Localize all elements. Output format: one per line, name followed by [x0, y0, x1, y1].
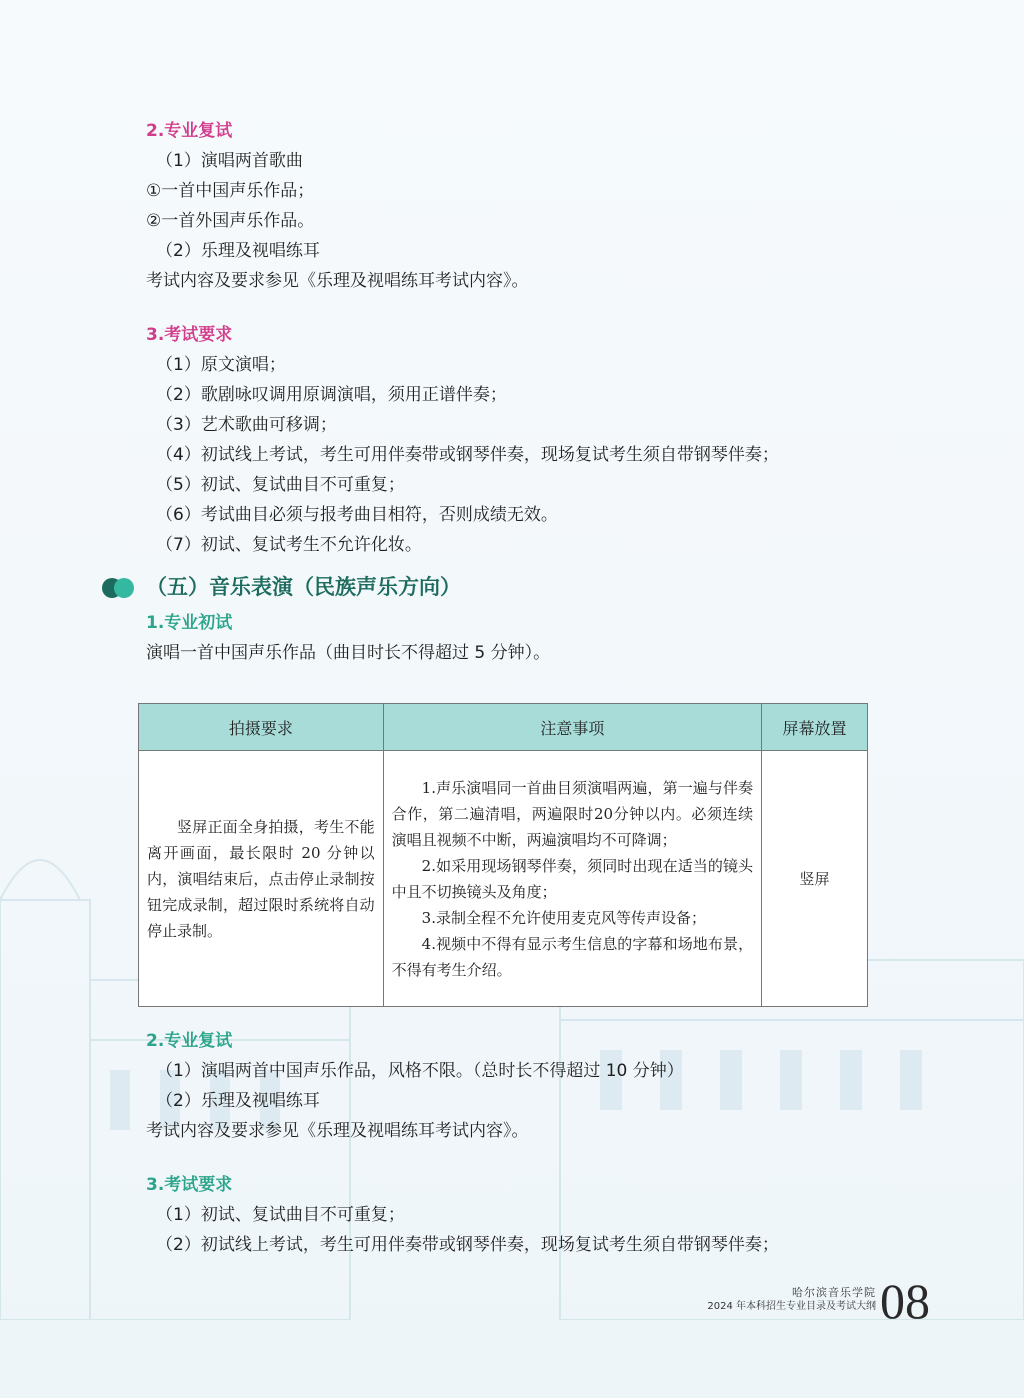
notes-cell — [383, 751, 761, 1007]
table-header: 注意事项 — [383, 704, 761, 751]
heading-requirements: 3.考试要求 — [146, 1175, 233, 1195]
text-line: （2）乐理及视唱练耳 — [156, 241, 320, 261]
text-line: （1）原文演唱； — [156, 355, 286, 375]
heading-pretest: 1.专业初试 — [146, 613, 233, 633]
heading-retest: 2.专业复试 — [146, 1031, 233, 1051]
text-line: 演唱一首中国声乐作品（曲目时长不得超过 5 分钟）。 — [146, 643, 551, 663]
page-content-lower — [146, 1026, 886, 1260]
text-line: （2）乐理及视唱练耳 — [156, 1091, 320, 1111]
page-content — [146, 116, 886, 668]
text-line: （1）初试、复试曲目不可重复； — [156, 1205, 405, 1225]
text-line: 考试内容及要求参见《乐理及视唱练耳考试内容》。 — [146, 1121, 529, 1141]
filming-requirements-table — [138, 703, 868, 1007]
text-line: （3）艺术歌曲可移调； — [156, 415, 337, 435]
table-header: 屏幕放置 — [762, 704, 868, 751]
text-line: （2）初试线上考试，考生可用伴奏带或钢琴伴奏，现场复试考生须自带钢琴伴奏； — [156, 1235, 779, 1255]
screen-orientation-cell: 竖屏 — [762, 751, 868, 1007]
section-dots-icon — [102, 578, 136, 598]
heading-retest: 2.专业复试 — [146, 121, 233, 141]
section-header — [102, 568, 886, 608]
footer-text — [707, 1286, 876, 1314]
heading-requirements: 3.考试要求 — [146, 325, 233, 345]
table-header: 拍摄要求 — [139, 704, 384, 751]
footer-school: 哈尔滨音乐学院 — [792, 1286, 876, 1299]
note-item: 2.如采用现场钢琴伴奏，须同时出现在适当的镜头中且不切换镜头及角度； — [391, 856, 754, 901]
footer-subtitle: 2024 年本科招生专业目录及考试大纲 — [707, 1301, 876, 1312]
text-line: 考试内容及要求参见《乐理及视唱练耳考试内容》。 — [146, 271, 529, 291]
text-line: （1）演唱两首中国声乐作品，风格不限。（总时长不得超过 10 分钟） — [156, 1061, 684, 1081]
note-item: 3.录制全程不允许使用麦克风等传声设备； — [421, 908, 706, 927]
section-title: （五）音乐表演（民族声乐方向） — [146, 575, 461, 599]
note-item: 4.视频中不得有显示考生信息的字幕和场地布景，不得有考生介绍。 — [391, 934, 754, 979]
text-line: （4）初试线上考试，考生可用伴奏带或钢琴伴奏，现场复试考生须自带钢琴伴奏； — [156, 445, 779, 465]
text-line: （2）歌剧咏叹调用原调演唱，须用正谱伴奏； — [156, 385, 507, 405]
text-line: ①一首中国声乐作品； — [146, 181, 315, 201]
text-line: （6）考试曲目必须与报考曲目相符，否则成绩无效。 — [156, 505, 558, 525]
text-line: ②一首外国声乐作品。 — [146, 211, 315, 231]
text-line: （1）演唱两首歌曲 — [156, 151, 303, 171]
page-number: 08 — [880, 1273, 930, 1329]
text-line: （7）初试、复试考生不允许化妆。 — [156, 535, 422, 555]
text-line: （5）初试、复试曲目不可重复； — [156, 475, 405, 495]
shooting-requirements-cell: 竖屏正面全身拍摄，考生不能离开画面，最长限时 20 分钟以内，演唱结束后，点击停止录制按钮完成录制，超过限时系统将自动停止录制。 — [139, 751, 384, 1007]
note-item: 1.声乐演唱同一首曲目须演唱两遍，第一遍与伴奏合作，第二遍清唱，两遍限时20分钟以内。必须连续演唱且视频不中断，两遍演唱均不可降调； — [391, 778, 754, 849]
